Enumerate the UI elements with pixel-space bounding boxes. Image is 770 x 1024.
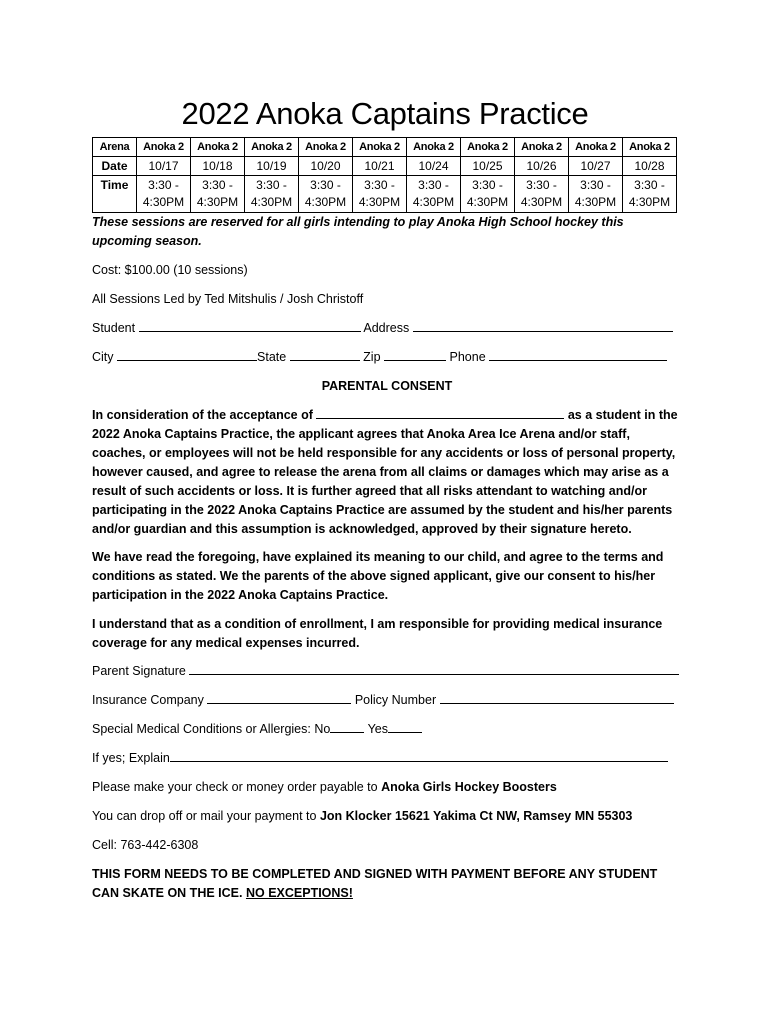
address-label: Address: [363, 321, 410, 335]
city-state-zip-phone-line: [92, 348, 682, 367]
time-start: 3:30 -: [310, 178, 341, 192]
arena-cell: Anoka 2: [515, 138, 569, 157]
arena-cell: Anoka 2: [353, 138, 407, 157]
consent-heading: PARENTAL CONSENT: [321, 379, 453, 393]
arena-row: [93, 138, 677, 157]
time-start: 3:30 -: [418, 178, 449, 192]
time-end: 4:30PM: [628, 195, 671, 209]
student-field[interactable]: [139, 319, 361, 332]
final-notice: [92, 865, 682, 903]
explain-field[interactable]: [170, 749, 668, 762]
arena-cell: Anoka 2: [191, 138, 245, 157]
date-cell: 10/17: [137, 157, 191, 176]
time-cell: [461, 176, 515, 213]
state-label: State: [257, 350, 287, 364]
medical-yes-label: Yes: [367, 722, 388, 736]
time-cell: [137, 176, 191, 213]
arena-cell: Anoka 2: [299, 138, 353, 157]
time-end: 4:30PM: [412, 195, 455, 209]
payable-prefix: Please make your check or money order payable to: [92, 780, 378, 794]
arena-label: Arena: [93, 138, 137, 157]
date-label: Date: [93, 157, 137, 176]
insurance-company-field[interactable]: [207, 691, 351, 704]
arena-cell: Anoka 2: [245, 138, 299, 157]
reserved-note: These sessions are reserved for all girls intending to play Anoka High School hockey this upcoming season.: [92, 215, 624, 248]
parent-signature-field[interactable]: [189, 662, 679, 675]
schedule-table: [92, 137, 677, 213]
time-end: 4:30PM: [520, 195, 563, 209]
payable-line: [92, 778, 682, 797]
consent-post: as a student in the: [567, 408, 678, 422]
explain-label: If yes; Explain: [92, 751, 170, 765]
student-label: Student: [92, 321, 136, 335]
foregoing-paragraph: We have read the foregoing, have explained its meaning to our child, and agree to the terms and conditions as stated. We the parents of the above signed applicant, give our consent to his/her participation in the 2022 Anoka Captains Practice.: [92, 550, 664, 602]
parent-signature-line: [92, 662, 682, 681]
time-end: 4:30PM: [304, 195, 347, 209]
policy-number-field[interactable]: [440, 691, 674, 704]
date-cell: 10/25: [461, 157, 515, 176]
medical-yes-field[interactable]: [388, 720, 422, 733]
page-title: 2022 Anoka Captains Practice: [181, 96, 589, 131]
time-row: [93, 176, 677, 213]
time-start: 3:30 -: [634, 178, 665, 192]
medical-no-field[interactable]: [330, 720, 364, 733]
time-start: 3:30 -: [202, 178, 233, 192]
dropoff-prefix: You can drop off or mail your payment to: [92, 809, 317, 823]
address-field[interactable]: [413, 319, 673, 332]
phone-label: Phone: [449, 350, 486, 364]
explain-line: [92, 749, 682, 768]
insurance-policy-line: [92, 691, 682, 710]
time-end: 4:30PM: [574, 195, 617, 209]
leaders-line: All Sessions Led by Ted Mitshulis / Josh Christoff: [92, 292, 364, 306]
zip-label: Zip: [363, 350, 381, 364]
consent-pre: In consideration of the acceptance of: [92, 408, 313, 422]
time-cell: [191, 176, 245, 213]
phone-field[interactable]: [489, 348, 667, 361]
time-end: 4:30PM: [250, 195, 293, 209]
no-exceptions: NO EXCEPTIONS!: [245, 886, 353, 900]
arena-cell: Anoka 2: [623, 138, 677, 157]
medical-label: Special Medical Conditions or Allergies: No: [92, 722, 331, 736]
dropoff-line: [92, 807, 682, 826]
date-cell: 10/18: [191, 157, 245, 176]
time-cell: [515, 176, 569, 213]
date-cell: 10/19: [245, 157, 299, 176]
final-notice-text: THIS FORM NEEDS TO BE COMPLETED AND SIGNED WITH PAYMENT BEFORE ANY STUDENT CAN SKATE ON THE ICE.: [92, 867, 658, 900]
date-cell: 10/24: [407, 157, 461, 176]
date-cell: 10/26: [515, 157, 569, 176]
time-start: 3:30 -: [148, 178, 179, 192]
time-start: 3:30 -: [526, 178, 557, 192]
time-cell: [245, 176, 299, 213]
arena-cell: Anoka 2: [461, 138, 515, 157]
date-cell: 10/20: [299, 157, 353, 176]
applicant-name-field[interactable]: [316, 406, 564, 419]
time-end: 4:30PM: [466, 195, 509, 209]
insurance-note: I understand that as a condition of enrollment, I am responsible for providing medical insurance coverage for any medical expenses incurred.: [92, 617, 663, 650]
time-start: 3:30 -: [472, 178, 503, 192]
dropoff-address: Jon Klocker 15621 Yakima Ct NW, Ramsey MN 55303: [319, 809, 633, 823]
time-end: 4:30PM: [196, 195, 239, 209]
consent-first-line: [92, 406, 682, 425]
student-address-line: [92, 319, 682, 338]
time-end: 4:30PM: [358, 195, 401, 209]
city-field[interactable]: [117, 348, 257, 361]
arena-cell: Anoka 2: [569, 138, 623, 157]
time-start: 3:30 -: [256, 178, 287, 192]
time-start: 3:30 -: [580, 178, 611, 192]
date-cell: 10/21: [353, 157, 407, 176]
time-label: Time: [93, 176, 137, 213]
consent-body: 2022 Anoka Captains Practice, the applicant agrees that Anoka Area Ice Arena and/or staff, coaches, or employees will not be held responsible for any accidents or loss of personal property, however caused, and agree to release the arena from all claims or damages which may arise as a result of such accidents or loss. It is further agreed that all risks attendant to watching and/or participating in the 2022 Anoka Captains Practice are assumed by the student and his/her parents and/or guardian and this assumption is acknowledged, approved by their signature hereto.: [92, 427, 676, 536]
date-cell: 10/28: [623, 157, 677, 176]
medical-line: [92, 720, 682, 739]
cost-line: Cost: $100.00 (10 sessions): [92, 263, 248, 277]
date-row: [93, 157, 677, 176]
payable-to: Anoka Girls Hockey Boosters: [381, 780, 557, 794]
parent-signature-label: Parent Signature: [92, 664, 186, 678]
time-cell: [407, 176, 461, 213]
arena-cell: Anoka 2: [137, 138, 191, 157]
time-cell: [623, 176, 677, 213]
zip-field[interactable]: [384, 348, 446, 361]
cell-line: Cell: 763-442-6308: [92, 838, 199, 852]
time-cell: [569, 176, 623, 213]
state-field[interactable]: [290, 348, 360, 361]
arena-cell: Anoka 2: [407, 138, 461, 157]
insurance-company-label: Insurance Company: [92, 693, 204, 707]
city-label: City: [92, 350, 114, 364]
policy-number-label: Policy Number: [354, 693, 437, 707]
time-end: 4:30PM: [142, 195, 185, 209]
time-cell: [299, 176, 353, 213]
time-start: 3:30 -: [364, 178, 395, 192]
time-cell: [353, 176, 407, 213]
date-cell: 10/27: [569, 157, 623, 176]
